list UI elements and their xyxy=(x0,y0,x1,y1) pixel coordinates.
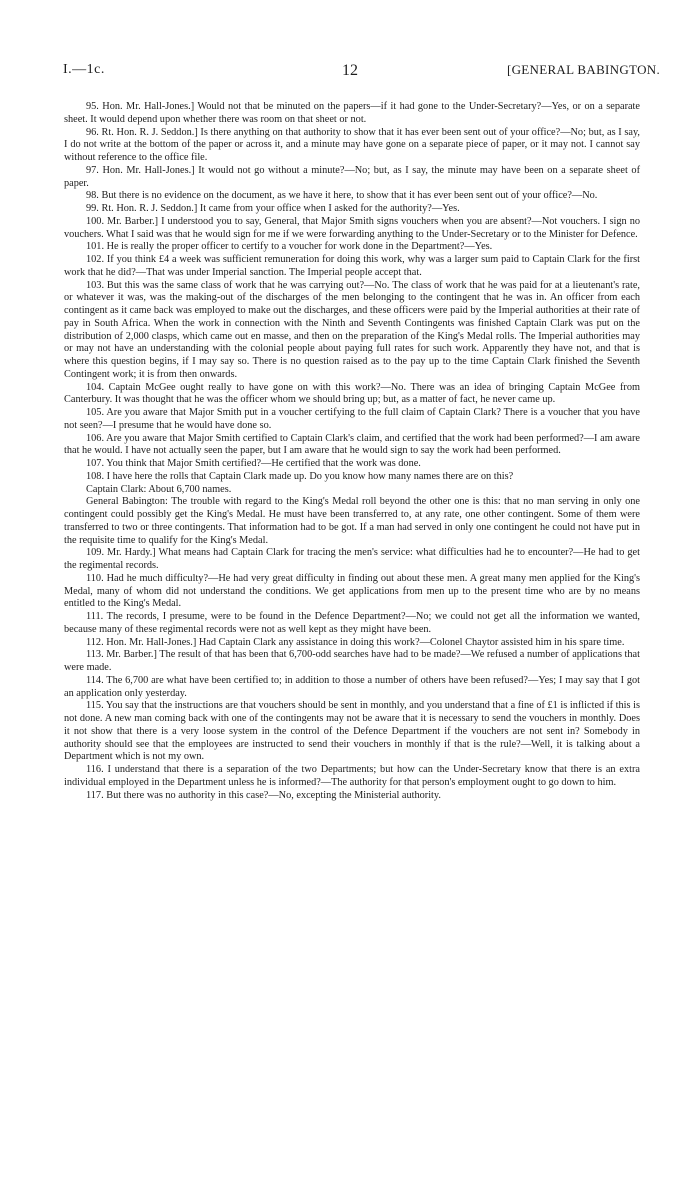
paragraph-113: 113. Mr. Barber.] The result of that has been that 6,700-odd searches have had to be made?—We refused a number of applications that were made. xyxy=(64,649,640,673)
paragraph-99: 99. Rt. Hon. R. J. Seddon.] It came from your office when I asked for the authority?—Yes. xyxy=(86,203,460,214)
paragraph-104: 104. Captain McGee ought really to have gone on with this work?—No. There was an idea of bringing Captain McGee from Canterbury. It was thought that he was the officer whom we should bring up; but, as a matter of fact, he never came up. xyxy=(64,381,640,406)
paragraph-101: 101. He is really the proper officer to certify to a voucher for work done in the Department?—Yes. xyxy=(86,241,493,253)
paragraph-103: 103. But this was the same class of work that he was carrying out?—No. The class of work that he was paid for at a lieutenant's rate, or whatever it was, was the making-out of the discharges of the men belonging to the contingent that he was in. An officer from each contingent as it came back was employed to make out the discharges, and these officers were paid by the Imperial authorities at their rate of pay in South Africa. When the work in connection with the Ninth and Seventh Contingents was finished Captain Clark was put on the distribution of 2,000 clasps, which came out en masse, and then on the preparation of the King's Medal rolls. The Imperial authorities may or may not have an understanding with the colonial people about paying full rates for such work. Apparently they have not, and that is where this question begins, if I may say so. There is no question raised as to the pay up to the time Captain Clark finished the Seventh Contingent work; it is from then onwards. xyxy=(64,279,640,380)
paragraph-110: 110. Had he much difficulty?—He had very great difficulty in finding out about these men. A great many men applied for the King's Medal, many of whom did not understand the conditions. We get applications from men up to the present time who are by no means entitled to the King's Medal. xyxy=(64,572,640,610)
paragraph-108: 108. I have here the rolls that Captain Clark made up. Do you know how many names there are on this? xyxy=(86,470,514,482)
paragraph-102: 102. If you think £4 a week was sufficient remuneration for doing this work, why was a larger sum paid to Captain Clark for the first work that he did?—That was under Imperial sanction. The Imperial people accept that. xyxy=(64,254,640,278)
paragraph-107: 107. You think that Major Smith certified?—He certified that the work was done. xyxy=(86,458,421,469)
paragraph-109: 109. Mr. Hardy.] What means had Captain Clark for tracing the men's service: what difficulties had he to encounter?—He had to get the regimental records. xyxy=(64,547,640,571)
paragraph-105: 105. Are you aware that Major Smith put in a voucher certifying to the full claim of Captain Clark? There is a voucher that you have not seen?—I presume that he would have done so. xyxy=(64,407,640,431)
paragraph-111: 111. The records, I presume, were to be found in the Defence Department?—No; we could not get all the information we wanted, because many of these regimental records were not as well kept as they might have been. xyxy=(64,611,640,635)
witness-name: [GENERAL BABINGTON. xyxy=(506,62,660,77)
page-number: 12 xyxy=(342,62,358,79)
paragraph-116: 116. I understand that there is a separation of the two Departments; but how can the Under-Secretary know that there is an extra individual employed in the Department unless he is informed?—The authority for that person's employment ought to go down to him. xyxy=(64,764,640,788)
evidence-text xyxy=(64,101,640,802)
speaker-general-babington: General Babington: The trouble with regard to the King's Medal roll beyond the other one is this: that no man serving in only one contingent could possibly get the King's Medal. He must have been transferred to, at any rate, one other contingent. Some of them were transferred to two or three contingents. That information had to be got. If a man had served in only one contingent he could not have put in the requisite time to qualify for the King's Medal. xyxy=(64,496,640,546)
document-reference: I.—1c. xyxy=(63,62,105,77)
paragraph-114: 114. The 6,700 are what have been certified to; in addition to those a number of others have been refused?—Yes; I may say that I got an application only yesterday. xyxy=(64,674,640,699)
paragraph-98: 98. But there is no evidence on the document, as we have it here, to show that it has ever been sent out of your office?—No. xyxy=(86,190,598,202)
paragraph-97: 97. Hon. Mr. Hall-Jones.] It would not go without a minute?—No; but, as I say, the minute may have been on a separate sheet of paper. xyxy=(64,164,640,189)
paragraph-100: 100. Mr. Barber.] I understood you to say, General, that Major Smith signs vouchers when you are absent?—Not vouchers. I sign no vouchers. What I said was that he would sign for me if we were forwarding anything to the Under-Secretary or to the Minister for Defence. xyxy=(64,215,640,240)
speaker-captain-clark: Captain Clark: About 6,700 names. xyxy=(86,483,232,495)
paragraph-117: 117. But there was no authority in this case?—No, excepting the Ministerial authority. xyxy=(86,789,441,801)
paragraph-106: 106. Are you aware that Major Smith certified to Captain Clark's claim, and certified that the work had been performed?—I am aware that he would. I have not actually seen the paper, but I am aware that he would sign to say the work had been performed. xyxy=(64,432,640,457)
paragraph-95: 95. Hon. Mr. Hall-Jones.] Would not that be minuted on the papers—if it had gone to the Under-Secretary?—Yes, or on a separate sheet. It would depend upon whether there was room on that sheet or not. xyxy=(64,101,640,125)
paragraph-96: 96. Rt. Hon. R. J. Seddon.] Is there anything on that authority to show that it has ever been sent out of your office?—No; but, as I say, I do not write at the bottom of the paper or across it, and a minute may have gone on a separate piece of paper, or it may not. I cannot say without reference to the office file. xyxy=(64,126,640,163)
paragraph-112: 112. Hon. Mr. Hall-Jones.] Had Captain Clark any assistance in doing this work?—Colonel Chaytor assisted him in his spare time. xyxy=(86,636,625,648)
page-header xyxy=(40,62,660,82)
paragraph-115: 115. You say that the instructions are that vouchers should be sent in monthly, and you understand that a fine of £1 is inflicted if this is not done. A new man coming back with one of the contingents may not be aware that it is necessary to send the vouchers in monthly. Does it not show that there is a very loose system in the control of the Defence Department if the vouchers are not sent in? Somebody in authority should see that the employees are instructed to send their vouchers in monthly if that is the rule?—Well, it is talking about a Department which is not my own. xyxy=(64,700,640,763)
